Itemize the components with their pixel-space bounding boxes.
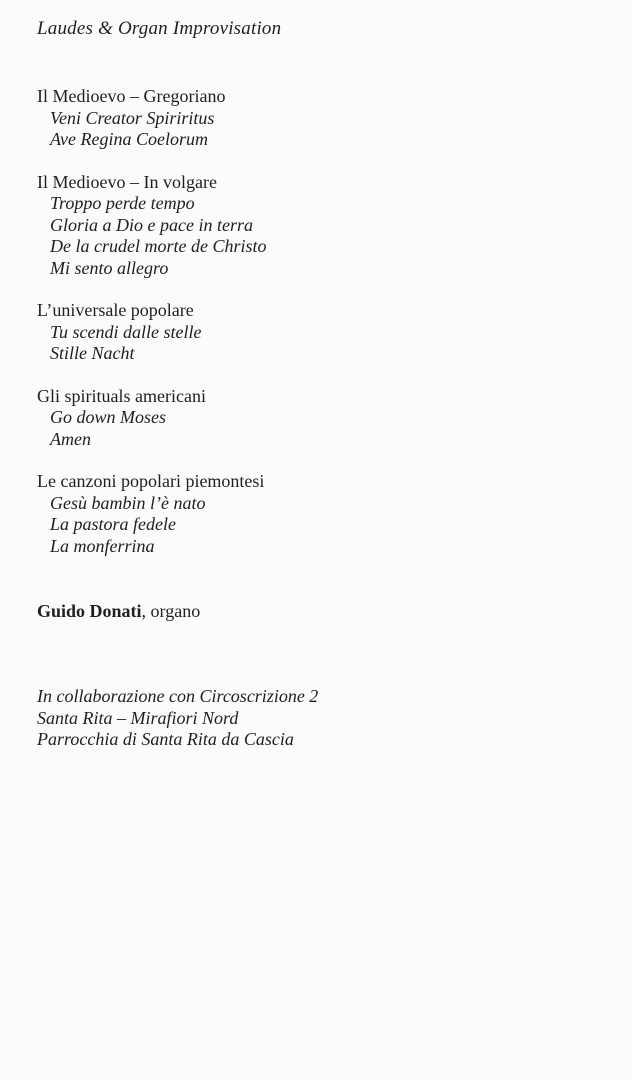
program-section: [37, 471, 597, 557]
piece-title: Gloria a Dio e pace in terra: [50, 214, 253, 235]
credit-line: Parrocchia di Santa Rita da Cascia: [37, 729, 294, 749]
piece-title: Amen: [50, 428, 91, 449]
piece-title: La monferrina: [50, 535, 155, 556]
program-section: [37, 300, 597, 365]
credit-line: In collaborazione con Circoscrizione 2: [37, 686, 319, 706]
piece-title: Troppo perde tempo: [50, 193, 195, 213]
piece-title: De la crudel morte de Christo: [50, 236, 267, 256]
piece-title: Mi sento allegro: [50, 257, 169, 278]
performer-name: Guido Donati: [37, 601, 142, 621]
piece-title: Veni Creator Spiriritus: [50, 107, 215, 128]
piece-title: Stille Nacht: [50, 343, 135, 363]
piece-title: Go down Moses: [50, 407, 166, 427]
section-heading: L’universale popolare: [37, 300, 194, 320]
program-section: [37, 386, 597, 451]
section-heading: Il Medioevo – Gregoriano: [37, 86, 226, 106]
page-title: Laudes & Organ Improvisation: [37, 18, 282, 39]
piece-title: Gesù bambin l’è nato: [50, 492, 206, 513]
credit-line: Santa Rita – Mirafiori Nord: [37, 707, 239, 728]
section-heading: Il Medioevo – In volgare: [37, 171, 217, 192]
credits: [37, 686, 318, 751]
performer-role: , organo: [141, 601, 201, 621]
program-section: [37, 172, 597, 280]
piece-title: Ave Regina Coelorum: [50, 129, 208, 149]
piece-title: La pastora fedele: [50, 514, 176, 534]
section-heading: Le canzoni popolari piemontesi: [37, 471, 265, 491]
program-list: [37, 86, 597, 578]
section-heading: Gli spirituals americani: [37, 385, 206, 406]
performer-line: [37, 601, 200, 622]
piece-title: Tu scendi dalle stelle: [50, 321, 202, 342]
program-section: [37, 86, 597, 151]
